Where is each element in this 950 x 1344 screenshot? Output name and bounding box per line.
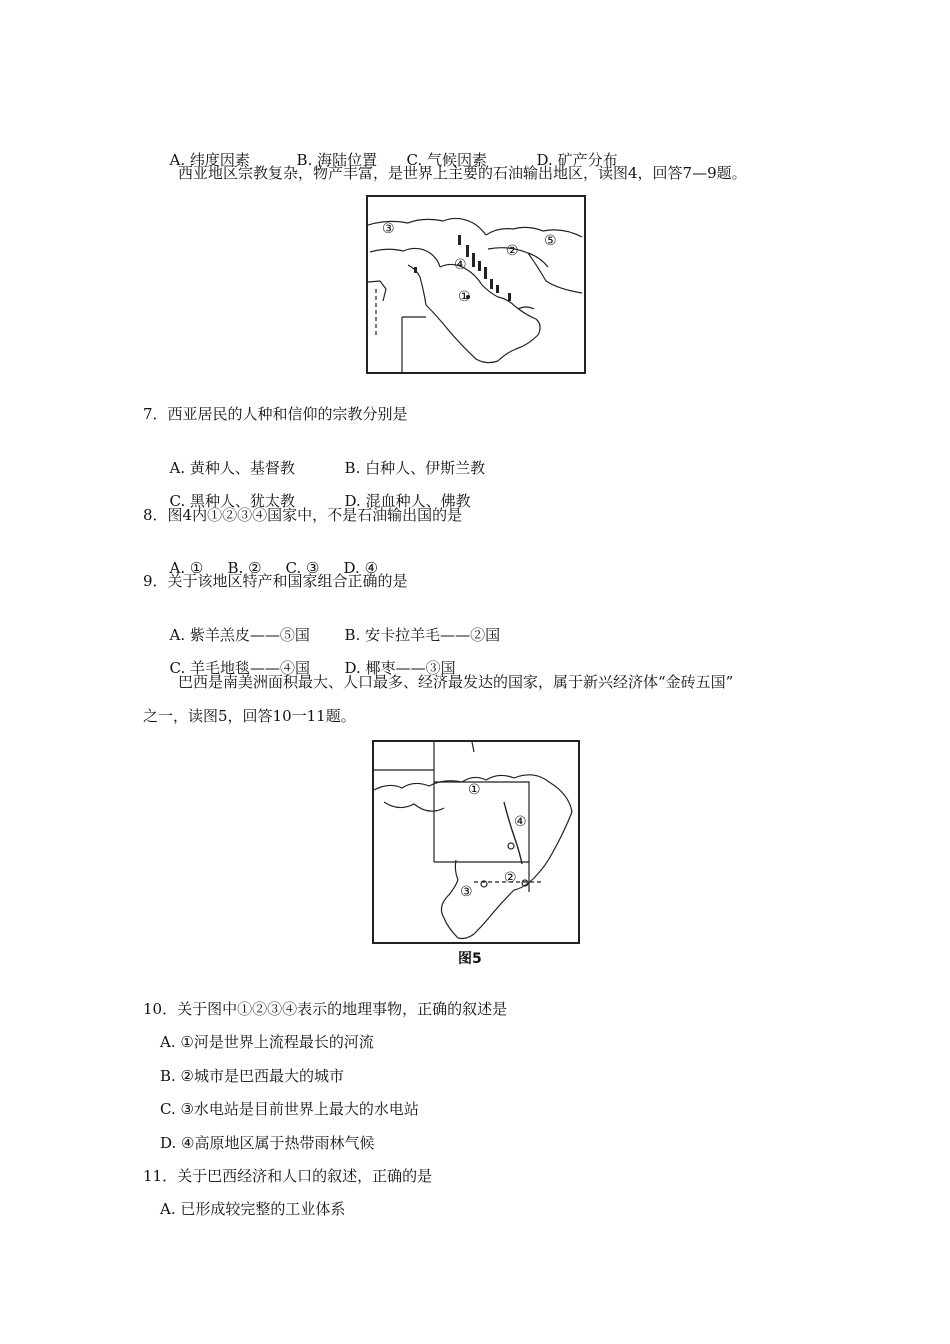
map4-label-1: ①	[458, 289, 471, 305]
q7-option-d: D. 混血种人、佛教	[344, 492, 471, 510]
q8-option-c: C. ③	[285, 559, 320, 577]
map-figure-5	[372, 740, 580, 944]
map5-label-2: ②	[504, 870, 517, 886]
q11-option-a: A. 已形成较完整的工业体系	[160, 1200, 346, 1218]
q7-option-b: B. 白种人、伊斯兰教	[344, 459, 486, 477]
q8-stem: 8．图4内①②③④国家中，不是石油输出国的是	[143, 506, 463, 524]
q10-option-a: A. ①河是世界上流程最长的河流	[160, 1033, 374, 1051]
q9-option-b: B. 安卡拉羊毛——②国	[344, 626, 501, 644]
west-asia-map	[368, 197, 584, 372]
map5-label-4: ④	[514, 814, 527, 830]
q8-option-b: B. ②	[227, 559, 262, 577]
intro-west-asia: 西亚地区宗教复杂，物产丰富，是世界上主要的石油输出地区，读图4，回答7—9题。	[178, 164, 747, 182]
q10-option-b: B. ②城市是巴西最大的城市	[160, 1067, 345, 1085]
map4-label-4: ④	[454, 257, 467, 273]
map4-label-5: ⑤	[544, 233, 557, 249]
map-figure-4	[366, 195, 586, 374]
map5-label-3: ③	[460, 884, 473, 900]
q7-stem: 7．西亚居民的人种和信仰的宗教分别是	[143, 405, 408, 423]
q6-option-c: C. 气候因素	[406, 151, 488, 169]
q10-option-d: D. ④高原地区属于热带雨林气候	[160, 1134, 375, 1152]
q9-option-d: D. 椰枣——③国	[344, 659, 456, 677]
q8-option-a: A. ①	[169, 559, 204, 577]
figure-5-caption: 图5	[458, 951, 482, 967]
q7-option-c: C. 黑种人、犹太教	[169, 492, 296, 510]
map5-label-1: ①	[468, 782, 481, 798]
intro-brazil-line2: 之一，读图5，回答10一11题。	[143, 707, 356, 725]
q9-option-c: C. 羊毛地毯——④国	[169, 659, 311, 677]
q6-option-d: D. 矿产分布	[536, 151, 618, 169]
q6-option-a: A. 纬度因素	[169, 151, 250, 169]
q10-stem: 10．关于图中①②③④表示的地理事物，正确的叙述是	[143, 1000, 508, 1018]
map4-label-3: ③	[382, 221, 395, 237]
q9-option-a: A. 紫羊羔皮——⑤国	[169, 626, 310, 644]
q7-option-a: A. 黄种人、基督教	[169, 459, 295, 477]
q6-option-b: B. 海陆位置	[296, 151, 378, 169]
q11-stem: 11．关于巴西经济和人口的叙述，正确的是	[143, 1167, 433, 1185]
brazil-map	[374, 742, 578, 942]
q10-option-c: C. ③水电站是目前世界上最大的水电站	[160, 1100, 419, 1118]
q8-option-d: D. ④	[343, 559, 379, 577]
map4-label-2: ②	[506, 243, 519, 259]
q9-stem: 9．关于该地区特产和国家组合正确的是	[143, 572, 408, 590]
intro-brazil-line1: 巴西是南美洲面积最大、人口最多、经济最发达的国家，属于新兴经济体“金砖五国”	[178, 673, 734, 691]
